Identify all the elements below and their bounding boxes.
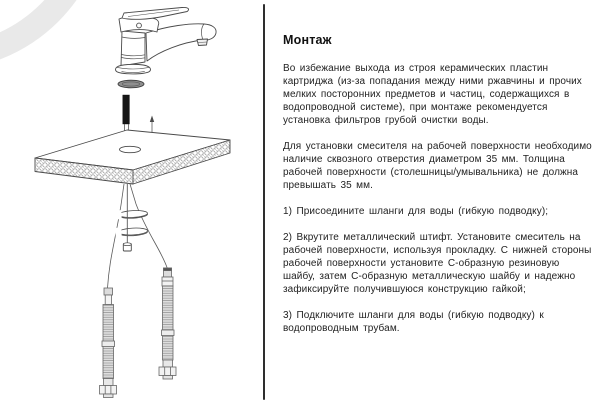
mounting-hole: [120, 146, 141, 152]
installation-diagram-svg: [0, 0, 265, 407]
gasket-illustration: [118, 80, 144, 88]
column-divider: [263, 4, 265, 400]
faucet-illustration: [116, 7, 217, 73]
intro-paragraph-1: Во избежание выхода из строя керамических пластин картриджа (из-за попадания между ними ржавчины и прочих мелких посторонних предметов и частиц, содержащихся в водопроводной системе), при монтаже рекомендуется установка фильтров грубой очистки воды.: [283, 63, 582, 126]
flexible-hose-right: [159, 268, 176, 379]
nut-illustration: [123, 243, 131, 251]
step-item-2: 2) Вкрутите металлический штифт. Установите смеситель на рабочей поверхности, используя прокладку. С нижней стороны рабочей поверхности установите С-образную резиновую шайбу, затем С-образную металлическую шайбу и надежно зафиксируйте получившуюся конструкцию гайкой;: [283, 232, 592, 295]
flexible-hose-left: [100, 288, 117, 398]
step-item-3: 3) Подключите шланги для воды (гибкую подводку) к водопроводным трубам.: [283, 310, 544, 334]
c-washers-illustration: [115, 209, 147, 237]
step-item-1: 1) Присоедините шланги для воды (гибкую подводку);: [283, 206, 549, 217]
worktop-illustration: [35, 130, 230, 184]
handle-button: [137, 23, 142, 28]
corner-swoosh-decoration: [0, 0, 95, 58]
instructions-column: [283, 33, 595, 348]
intro-paragraph-2: Для установки смесителя на рабочей поверхности необходимо наличие сквозного отверстия диаметром 35 мм. Толщина рабочей поверхности (столешницы/умывальника) не должна превышать 35 мм.: [283, 141, 592, 191]
installation-diagram: [0, 0, 265, 407]
section-title: Монтаж: [283, 33, 332, 47]
